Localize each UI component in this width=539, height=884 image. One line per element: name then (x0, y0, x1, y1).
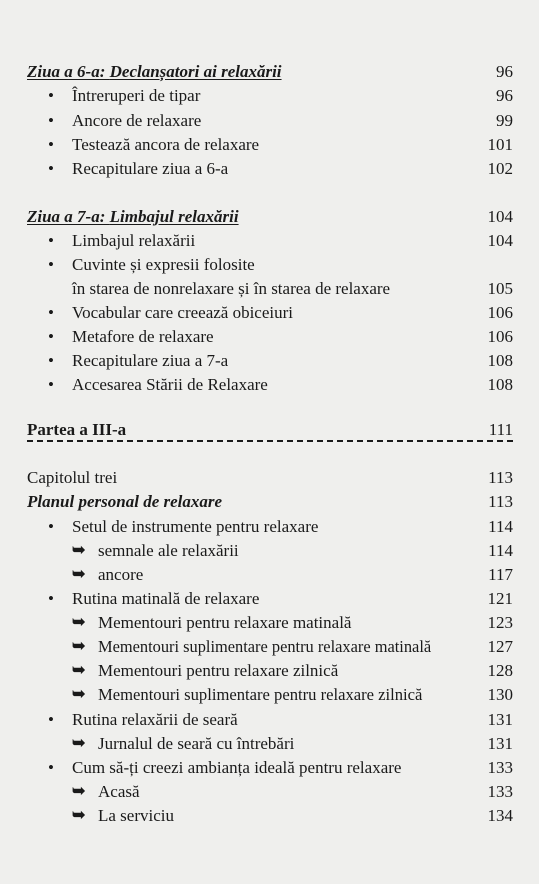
toc-entry-label: Întreruperi de tipar (72, 86, 201, 105)
toc-entry-label: Accesarea Stării de Relaxare (72, 375, 268, 394)
hooked-arrow-icon: ➥ (72, 542, 86, 559)
toc-subentry-label: Mementouri suplimentare pentru relaxare zilnică (98, 685, 423, 704)
bullet-icon: • (48, 231, 54, 250)
toc-entry-label: Limbajul relaxării (72, 231, 196, 250)
toc-page-number: 106 (487, 327, 513, 346)
toc-entry-label: Rutina matinală de relaxare (72, 589, 260, 608)
toc-subentry-label: Jurnalul de seară cu întrebări (98, 734, 295, 753)
bullet-icon: • (48, 111, 54, 130)
toc-page-number: 130 (487, 685, 513, 704)
toc-subentry-label: La serviciu (98, 806, 174, 825)
toc-entry-label: Vocabular care creează obiceiuri (72, 303, 294, 322)
toc-subentry-label: Acasă (98, 782, 140, 801)
hooked-arrow-icon: ➥ (72, 783, 86, 800)
toc-subentry (0, 660, 539, 682)
toc-page-number: 133 (487, 782, 513, 801)
hooked-arrow-icon: ➥ (72, 566, 86, 583)
bullet-icon: • (48, 589, 54, 608)
bullet-icon: • (48, 159, 54, 178)
hooked-arrow-icon: ➥ (72, 686, 86, 703)
toc-page-number: 96 (496, 62, 513, 81)
bullet-icon: • (48, 758, 54, 777)
toc-entry (0, 588, 539, 610)
hooked-arrow-icon: ➥ (72, 735, 86, 752)
toc-page-number: 104 (487, 207, 513, 226)
toc-page-number: 121 (487, 589, 513, 608)
toc-page-number: 114 (488, 541, 513, 560)
toc-subentry (0, 636, 539, 658)
toc-page-number: 105 (487, 279, 513, 298)
toc-page-number: 96 (496, 86, 513, 105)
toc-entry-label: Testează ancora de relaxare (72, 135, 260, 154)
hooked-arrow-icon: ➥ (72, 807, 86, 824)
toc-entry (0, 757, 539, 779)
toc-subentry-label: Mementouri pentru relaxare zilnică (98, 661, 339, 680)
toc-page-number: 111 (488, 420, 513, 439)
hooked-arrow-icon: ➥ (72, 662, 86, 679)
toc-subentry (0, 805, 539, 827)
toc-page-number: 104 (487, 231, 513, 250)
toc-entry (0, 374, 539, 396)
toc-entry (0, 254, 539, 276)
hooked-arrow-icon: ➥ (72, 638, 86, 655)
toc-entry-label: Cum să-ți creezi ambianța ideală pentru relaxare (72, 758, 402, 777)
toc-entry-label: Recapitulare ziua a 6-a (72, 159, 229, 178)
toc-subentry (0, 540, 539, 562)
toc-entry-label: Rutina relaxării de seară (72, 710, 238, 729)
toc-page-number: 128 (487, 661, 513, 680)
toc-entry (0, 110, 539, 132)
toc-subentry (0, 733, 539, 755)
dashed-divider (27, 440, 513, 442)
toc-heading-label: Ziua a 6-a: Declanșatori ai relaxării (27, 62, 282, 81)
toc-subentry (0, 612, 539, 634)
toc-page-number: 131 (487, 710, 513, 729)
toc-entry-label: Metafore de relaxare (72, 327, 214, 346)
toc-page-number: 117 (488, 565, 513, 584)
toc-heading-day7 (0, 206, 539, 228)
toc-heading-day6 (0, 61, 539, 83)
toc-entry (0, 326, 539, 348)
toc-subentry-label: Mementouri pentru relaxare matinală (98, 613, 352, 632)
toc-entry (0, 302, 539, 324)
bullet-icon: • (48, 710, 54, 729)
toc-entry (0, 158, 539, 180)
toc-subentry (0, 684, 539, 706)
toc-page-number: 102 (487, 159, 513, 178)
toc-entry-continuation (0, 278, 539, 300)
toc-subentry-label: semnale ale relaxării (98, 541, 239, 560)
toc-chapter-label: Capitolul trei (27, 468, 118, 487)
toc-page-number: 101 (487, 135, 513, 154)
toc-page-number: 99 (496, 111, 513, 130)
toc-entry-label: Setul de instrumente pentru relaxare (72, 517, 319, 536)
toc-entry (0, 516, 539, 538)
bullet-icon: • (48, 86, 54, 105)
toc-entry (0, 85, 539, 107)
bullet-icon: • (48, 375, 54, 394)
toc-heading-label: Ziua a 7-a: Limbajul relaxării (27, 207, 239, 226)
toc-page-number: 127 (487, 637, 513, 656)
bullet-icon: • (48, 351, 54, 370)
bullet-icon: • (48, 327, 54, 346)
toc-entry (0, 709, 539, 731)
toc-page-number: 134 (487, 806, 513, 825)
toc-chapter-title (0, 491, 539, 513)
bullet-icon: • (48, 517, 54, 536)
toc-subentry-label: Mementouri suplimentare pentru relaxare matinală (98, 637, 432, 656)
toc-chapter (0, 467, 539, 489)
bullet-icon: • (48, 303, 54, 322)
bullet-icon: • (48, 255, 54, 274)
toc-part-heading (0, 419, 539, 441)
toc-part-label: Partea a III-a (27, 420, 127, 439)
bullet-icon: • (48, 135, 54, 154)
toc-chapter-title-label: Planul personal de relaxare (27, 492, 223, 511)
toc-entry-label: în starea de nonrelaxare și în starea de relaxare (72, 279, 391, 298)
toc-page-number: 133 (487, 758, 513, 777)
toc-page-number: 123 (487, 613, 513, 632)
toc-entry (0, 350, 539, 372)
toc-entry (0, 230, 539, 252)
toc-entry-label: Recapitulare ziua a 7-a (72, 351, 229, 370)
toc-page-number: 114 (488, 517, 513, 536)
toc-entry (0, 134, 539, 156)
toc-page-number: 108 (487, 351, 513, 370)
toc-entry-label: Ancore de relaxare (72, 111, 202, 130)
toc-page-number: 113 (488, 468, 513, 487)
toc-page-number: 108 (487, 375, 513, 394)
toc-subentry (0, 564, 539, 586)
toc-page-number: 106 (487, 303, 513, 322)
toc-entry-label: Cuvinte și expresii folosite (72, 255, 255, 274)
hooked-arrow-icon: ➥ (72, 614, 86, 631)
toc-subentry (0, 781, 539, 803)
toc-page-number: 131 (487, 734, 513, 753)
toc-page-number: 113 (488, 492, 513, 511)
toc-subentry-label: ancore (98, 565, 144, 584)
